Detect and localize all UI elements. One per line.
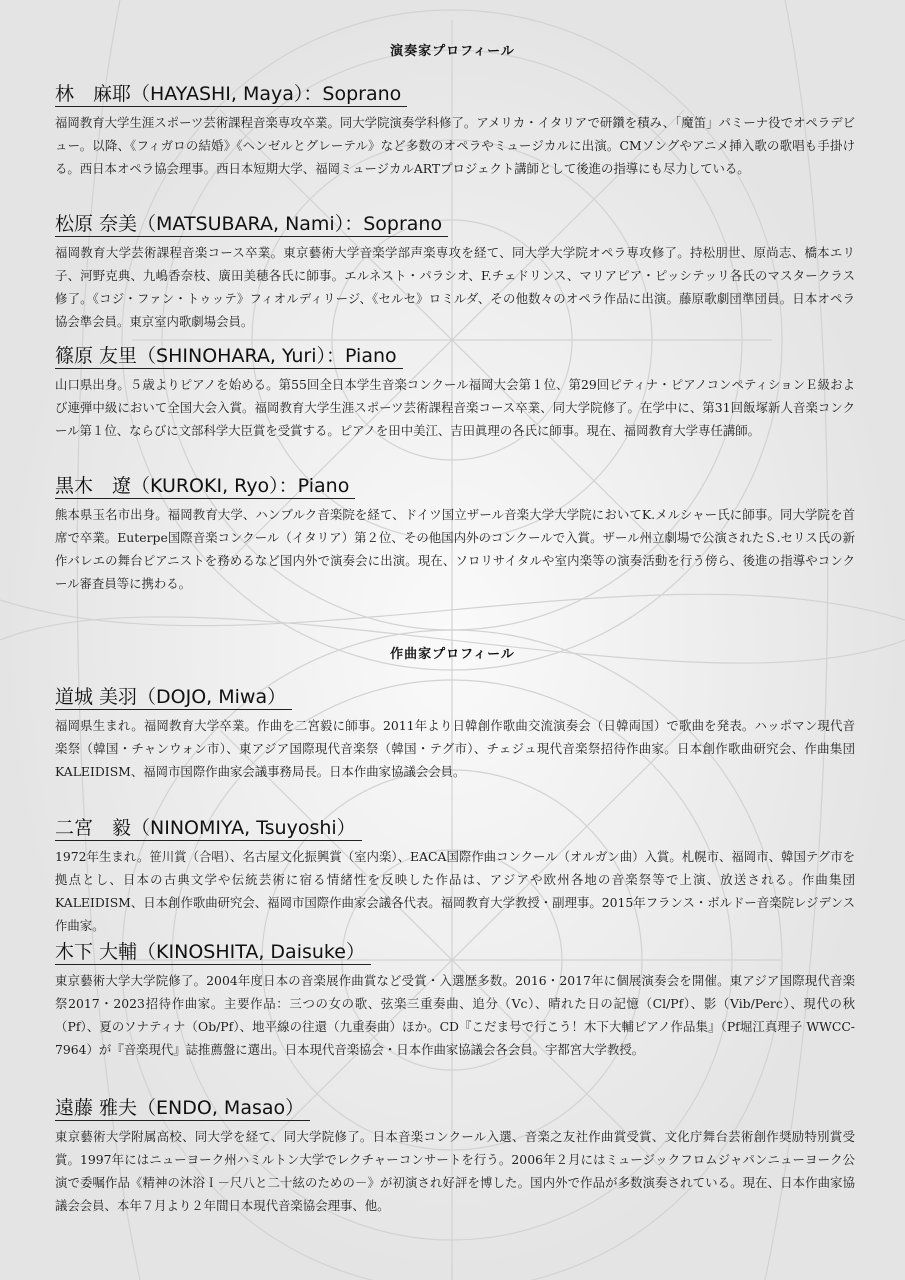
composer-name: 二宮 毅（NINOMIYA, Tsuyoshi） [55, 817, 362, 841]
composer-name: 道城 美羽（DOJO, Miwa） [55, 686, 292, 710]
performer-profile-kuroki [55, 475, 855, 595]
performer-profile-hayashi [55, 83, 855, 180]
performer-name: 松原 奈美（MATSUBARA, Nami）：Soprano [55, 213, 448, 237]
composer-name: 遠藤 雅夫（ENDO, Masao） [55, 1097, 310, 1121]
performer-profile-matsubara [55, 213, 855, 333]
performers-section-title: 演奏家プロフィール [390, 44, 515, 59]
performer-name: 黒木 遼（KUROKI, Ryo）：Piano [55, 475, 355, 499]
composer-profile-endo [55, 1097, 855, 1217]
performer-bio: 福岡教育大学生涯スポーツ芸術課程音楽専攻卒業。同大学院演奏学科修了。アメリカ・イタリアで研鑽を積み、「魔笛」パミーナ役でオペラデビュー。以降、《フィガロの結婚》《ヘンゼルとグレーテル》など多数のオペラやミュージカルに出演。CMソングやアニメ挿入歌の歌唱も手掛ける。西日本オペラ協会理事。西日本短期大学、福岡ミュージカルARTプロジェクト講師として後進の指導にも尽力している。 [55, 115, 855, 176]
composer-name: 木下 大輔（KINOSHITA, Daisuke） [55, 941, 371, 965]
composer-bio: 東京藝術大学附属高校、同大学を経て、同大学院修了。日本音楽コンクール入選、音楽之友社作曲賞受賞、文化庁舞台芸術創作奨励特別賞受賞。1997年にはニューヨーク州ハミルトン大学でレクチャーコンサートを行う。2006年２月にはミュージックフロムジャパンニューヨーク公演で委嘱作品《精神の沐浴Ｉ－尺八と二十絃のための－》が初演され好評を博した。国内外で作品が多数演奏されている。現在、日本作曲家協議会会員、本年７月より２年間日本現代音楽協会理事、他。 [55, 1129, 855, 1213]
composers-section-title: 作曲家プロフィール [390, 647, 515, 662]
composer-bio: 福岡県生まれ。福岡教育大学卒業。作曲を二宮毅に師事。2011年より日韓創作歌曲交流演奏会（日韓両国）で歌曲を発表。ハッポマン現代音楽祭（韓国・チャンウォン市）、東アジア国際現代音楽祭（韓国・テグ市）、チェジュ現代音楽祭招待作曲家。日本創作歌曲研究会、作曲集団KALEIDISM、福岡市国際作曲家会議事務局長。日本作曲家協議会会員。 [55, 718, 855, 779]
performer-bio: 山口県出身。５歳よりピアノを始める。第55回全日本学生音楽コンクール福岡大会第１位、第29回ピティナ・ピアノコンペティションＥ級および連弾中級において全国大会入賞。福岡教育大学生涯スポーツ芸術課程音楽コース卒業、同大学院修了。在学中に、第31回飯塚新人音楽コンクール第１位、ならびに文部科学大臣賞を受賞する。ピアノを田中美江、吉田眞理の各氏に師事。現在、福岡教育大学専任講師。 [55, 377, 855, 438]
performer-profile-shinohara [55, 345, 855, 442]
composer-bio: 1972年生まれ。笹川賞（合唱）、名古屋文化振興賞（室内楽）、EACA国際作曲コンクール（オルガン曲）入賞。札幌市、福岡市、韓国テグ市を拠点とし、日本の古典文学や伝統芸術に宿る情緒性を反映した作品は、アジアや欧州各地の音楽祭等で上演、放送される。作曲集団KALEIDISM、日本創作歌曲研究会、福岡市国際作曲家会議各代表。福岡教育大学教授・副理事。2015年フランス・ボルドー音楽院レジデンス作曲家。 [55, 849, 855, 933]
composer-profile-ninomiya [55, 817, 855, 937]
composer-bio: 東京藝術大学大学院修了。2004年度日本の音楽展作曲賞など受賞・入選歴多数。2016・2017年に個展演奏会を開催。東アジア国際現代音楽祭2017・2023招待作曲家。主要作品：三つの女の歌、弦楽三重奏曲、追分（Vc）、晴れた日の記憶（Cl/Pf）、影（Vib/Perc）、現代の秋（Pf）、夏のソナティナ（Ob/Pf）、地平線の往還（九重奏曲）ほか。CD『こだま号で行こう！木下大輔ピアノ作品集』（Pf堀江真理子 WWCC-7964）が『音楽現代』誌推薦盤に選出。日本現代音楽協会・日本作曲家協議会各会員。宇都宮大学教授。 [55, 973, 855, 1057]
composer-profile-dojo [55, 686, 855, 783]
performer-bio: 熊本県玉名市出身。福岡教育大学、ハンブルク音楽院を経て、ドイツ国立ザール音楽大学大学院においてK.メルシャー氏に師事。同大学院を首席で卒業。Euterpe国際音楽コンクール（イタリア）第２位、その他国内外のコンクールで入賞。ザール州立劇場で公演されたＳ.セリス氏の新作バレエの舞台ピアニストを務めるなど国内外で演奏会に出演。現在、ソロリサイタルや室内楽等の演奏活動を行う傍ら、後進の指導やコンクール審査員等に携わる。 [55, 507, 855, 591]
performer-bio: 福岡教育大学芸術課程音楽コース卒業。東京藝術大学音楽学部声楽専攻を経て、同大学大学院オペラ専攻修了。持松朋世、原尚志、橋本エリ子、河野克典、九嶋香奈枝、廣田美穂各氏に師事。エルネスト・パラシオ、F.チェドリンス、マリアピア・ピッシテッリ各氏のマスタークラス修了。《コジ・ファン・トゥッテ》フィオルディリージ、《セルセ》ロミルダ、その他数々のオペラ作品に出演。藤原歌劇団準団員。日本オペラ協会準会員。東京室内歌劇場会員。 [55, 245, 855, 329]
composer-profile-kinoshita [55, 941, 855, 1061]
performer-name: 林 麻耶（HAYASHI, Maya）：Soprano [55, 83, 407, 107]
performer-name: 篠原 友里（SHINOHARA, Yuri）：Piano [55, 345, 403, 369]
